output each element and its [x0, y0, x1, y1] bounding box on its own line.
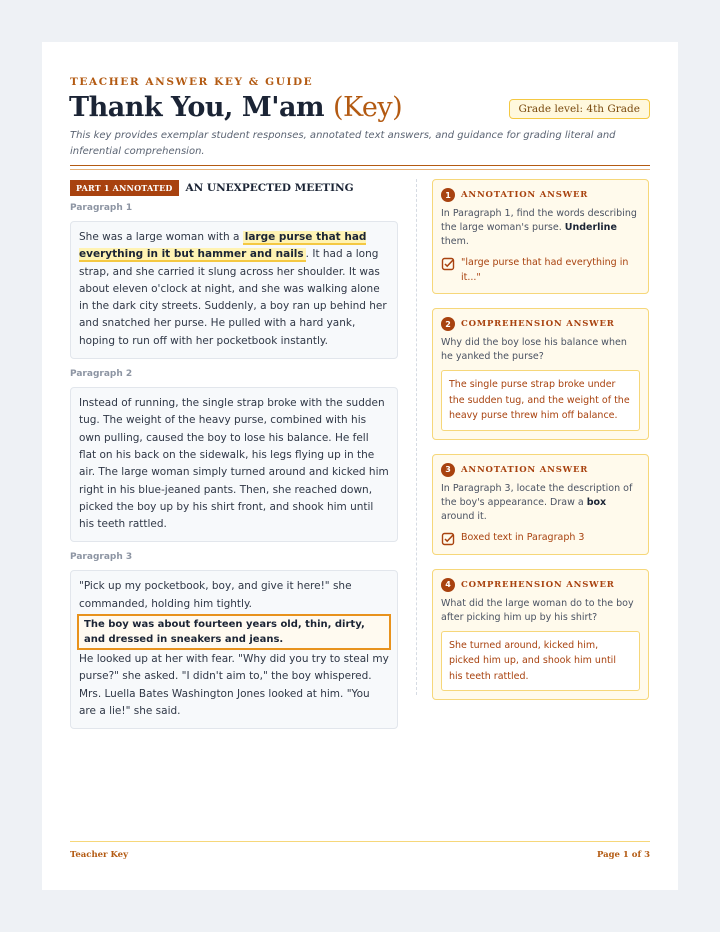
card-header — [441, 577, 640, 593]
question-emphasis: box — [586, 496, 607, 508]
card-header — [441, 462, 640, 478]
page-number: Page 1 of 3 — [596, 850, 650, 860]
part-header — [70, 179, 398, 197]
card-title: ANNOTATION ANSWER — [461, 464, 589, 475]
card-number: 1 — [441, 188, 455, 202]
answer-card-4 — [432, 569, 649, 701]
intro-text: This key provides exemplar student responses, annotated text answers, and guidance for grading literal and inferential comprehension. — [70, 130, 616, 157]
answer-card-3 — [432, 454, 649, 555]
answers-column — [432, 179, 649, 714]
title-key-suffix: (Key) — [332, 92, 403, 123]
answer-box: The single purse strap broke under the sudden tug, and the weight of the heavy purse threw him off balance. — [441, 370, 640, 431]
answer-text: "large purse that had everything in it..." — [461, 257, 629, 283]
card-answer — [441, 255, 640, 285]
card-question: What did the large woman do to the boy after picking him up by his shirt? — [441, 597, 634, 623]
question-text: In Paragraph 3, locate the description of the boy's appearance. Draw a — [441, 482, 633, 508]
card-title: COMPREHENSION ANSWER — [461, 319, 615, 329]
paragraph-text: He looked up at her with fear. "Why did you try to steal my purse?" she asked. "I didn't aim to," the boy whispered. Mrs. Luella Bates Washington Jones looked at him. "You are a lie!" she said. — [79, 653, 389, 717]
paragraph-text: "Pick up my pocketbook, boy, and give it here!" she commanded, holding him tightly. — [79, 580, 352, 610]
grade-level-badge: Grade level: 4th Grade — [509, 99, 651, 119]
reading-column — [70, 179, 398, 729]
card-question — [441, 207, 640, 249]
answer-card-1 — [432, 179, 649, 294]
paragraph-2: Instead of running, the single strap broke with the sudden tug. The weight of the heavy purse, combined with his own pulling, caused the boy to lose his balance. He fell flat on his back on the sidewalk, his legs flying up in the air. The large woman simply turned around and kicked him right in his blue-jeaned pants. Then, she reached down, picked the boy up by his shirt front, and shook him until his teeth rattled. — [70, 387, 398, 542]
part-badge: PART 1 ANNOTATED — [70, 180, 179, 196]
column-divider — [416, 179, 417, 695]
footer-rule — [70, 841, 650, 842]
card-answer — [441, 530, 640, 546]
paragraph-label: Paragraph 2 — [70, 369, 133, 380]
title-text: Thank You, M'am — [69, 92, 325, 123]
question-text: In Paragraph 1, find the words describing the large woman's purse. — [441, 208, 637, 233]
check-square-icon — [441, 257, 455, 271]
answer-box: She turned around, kicked him, picked him up, and shook him until his teeth rattled. — [441, 631, 640, 692]
card-number: 2 — [441, 317, 455, 331]
paragraph-text: She was a large woman with a — [79, 231, 243, 243]
paragraph-1 — [70, 221, 398, 359]
part-title: AN UNEXPECTED MEETING — [185, 182, 354, 194]
paragraph-label: Paragraph 1 — [70, 203, 133, 213]
header-rule — [70, 165, 650, 166]
card-title: ANNOTATION ANSWER — [461, 190, 589, 200]
card-question: Why did the boy lose his balance when he yanked the purse? — [441, 337, 627, 362]
footer-label: Teacher Key — [70, 850, 129, 860]
header-rule-secondary — [70, 169, 650, 170]
question-text: them. — [441, 236, 469, 247]
paragraph-3 — [70, 570, 398, 729]
card-header — [441, 187, 640, 203]
boxed-answer: The boy was about fourteen years old, thin, dirty, and dressed in sneakers and jeans. — [77, 614, 391, 650]
card-header — [441, 316, 640, 332]
answer-text: Boxed text in Paragraph 3 — [461, 531, 585, 543]
question-emphasis: Underline — [564, 222, 617, 233]
card-number: 4 — [441, 578, 455, 592]
card-number: 3 — [441, 463, 455, 477]
card-question — [441, 482, 640, 524]
check-square-icon — [441, 532, 455, 546]
page-title — [69, 92, 402, 123]
eyebrow-label: TEACHER ANSWER KEY & GUIDE — [70, 76, 314, 88]
card-title: COMPREHENSION ANSWER — [461, 579, 615, 590]
question-text: around it. — [441, 510, 487, 522]
worksheet-page — [42, 42, 678, 890]
paragraph-text: . It had a long strap, and she carried it slung across her shoulder. It was about eleven o'clock at night, and she was walking alone in the dark city streets. Suddenly, a boy ran up behind her and snatched her purse. He pulled with a hard yank, hoping to run off with her pocketbook instantly. — [79, 248, 387, 347]
paragraph-label: Paragraph 3 — [70, 552, 133, 563]
underlined-answer: large purse that had everything in it but hammer and nails — [79, 231, 367, 261]
answer-card-2 — [432, 308, 649, 440]
